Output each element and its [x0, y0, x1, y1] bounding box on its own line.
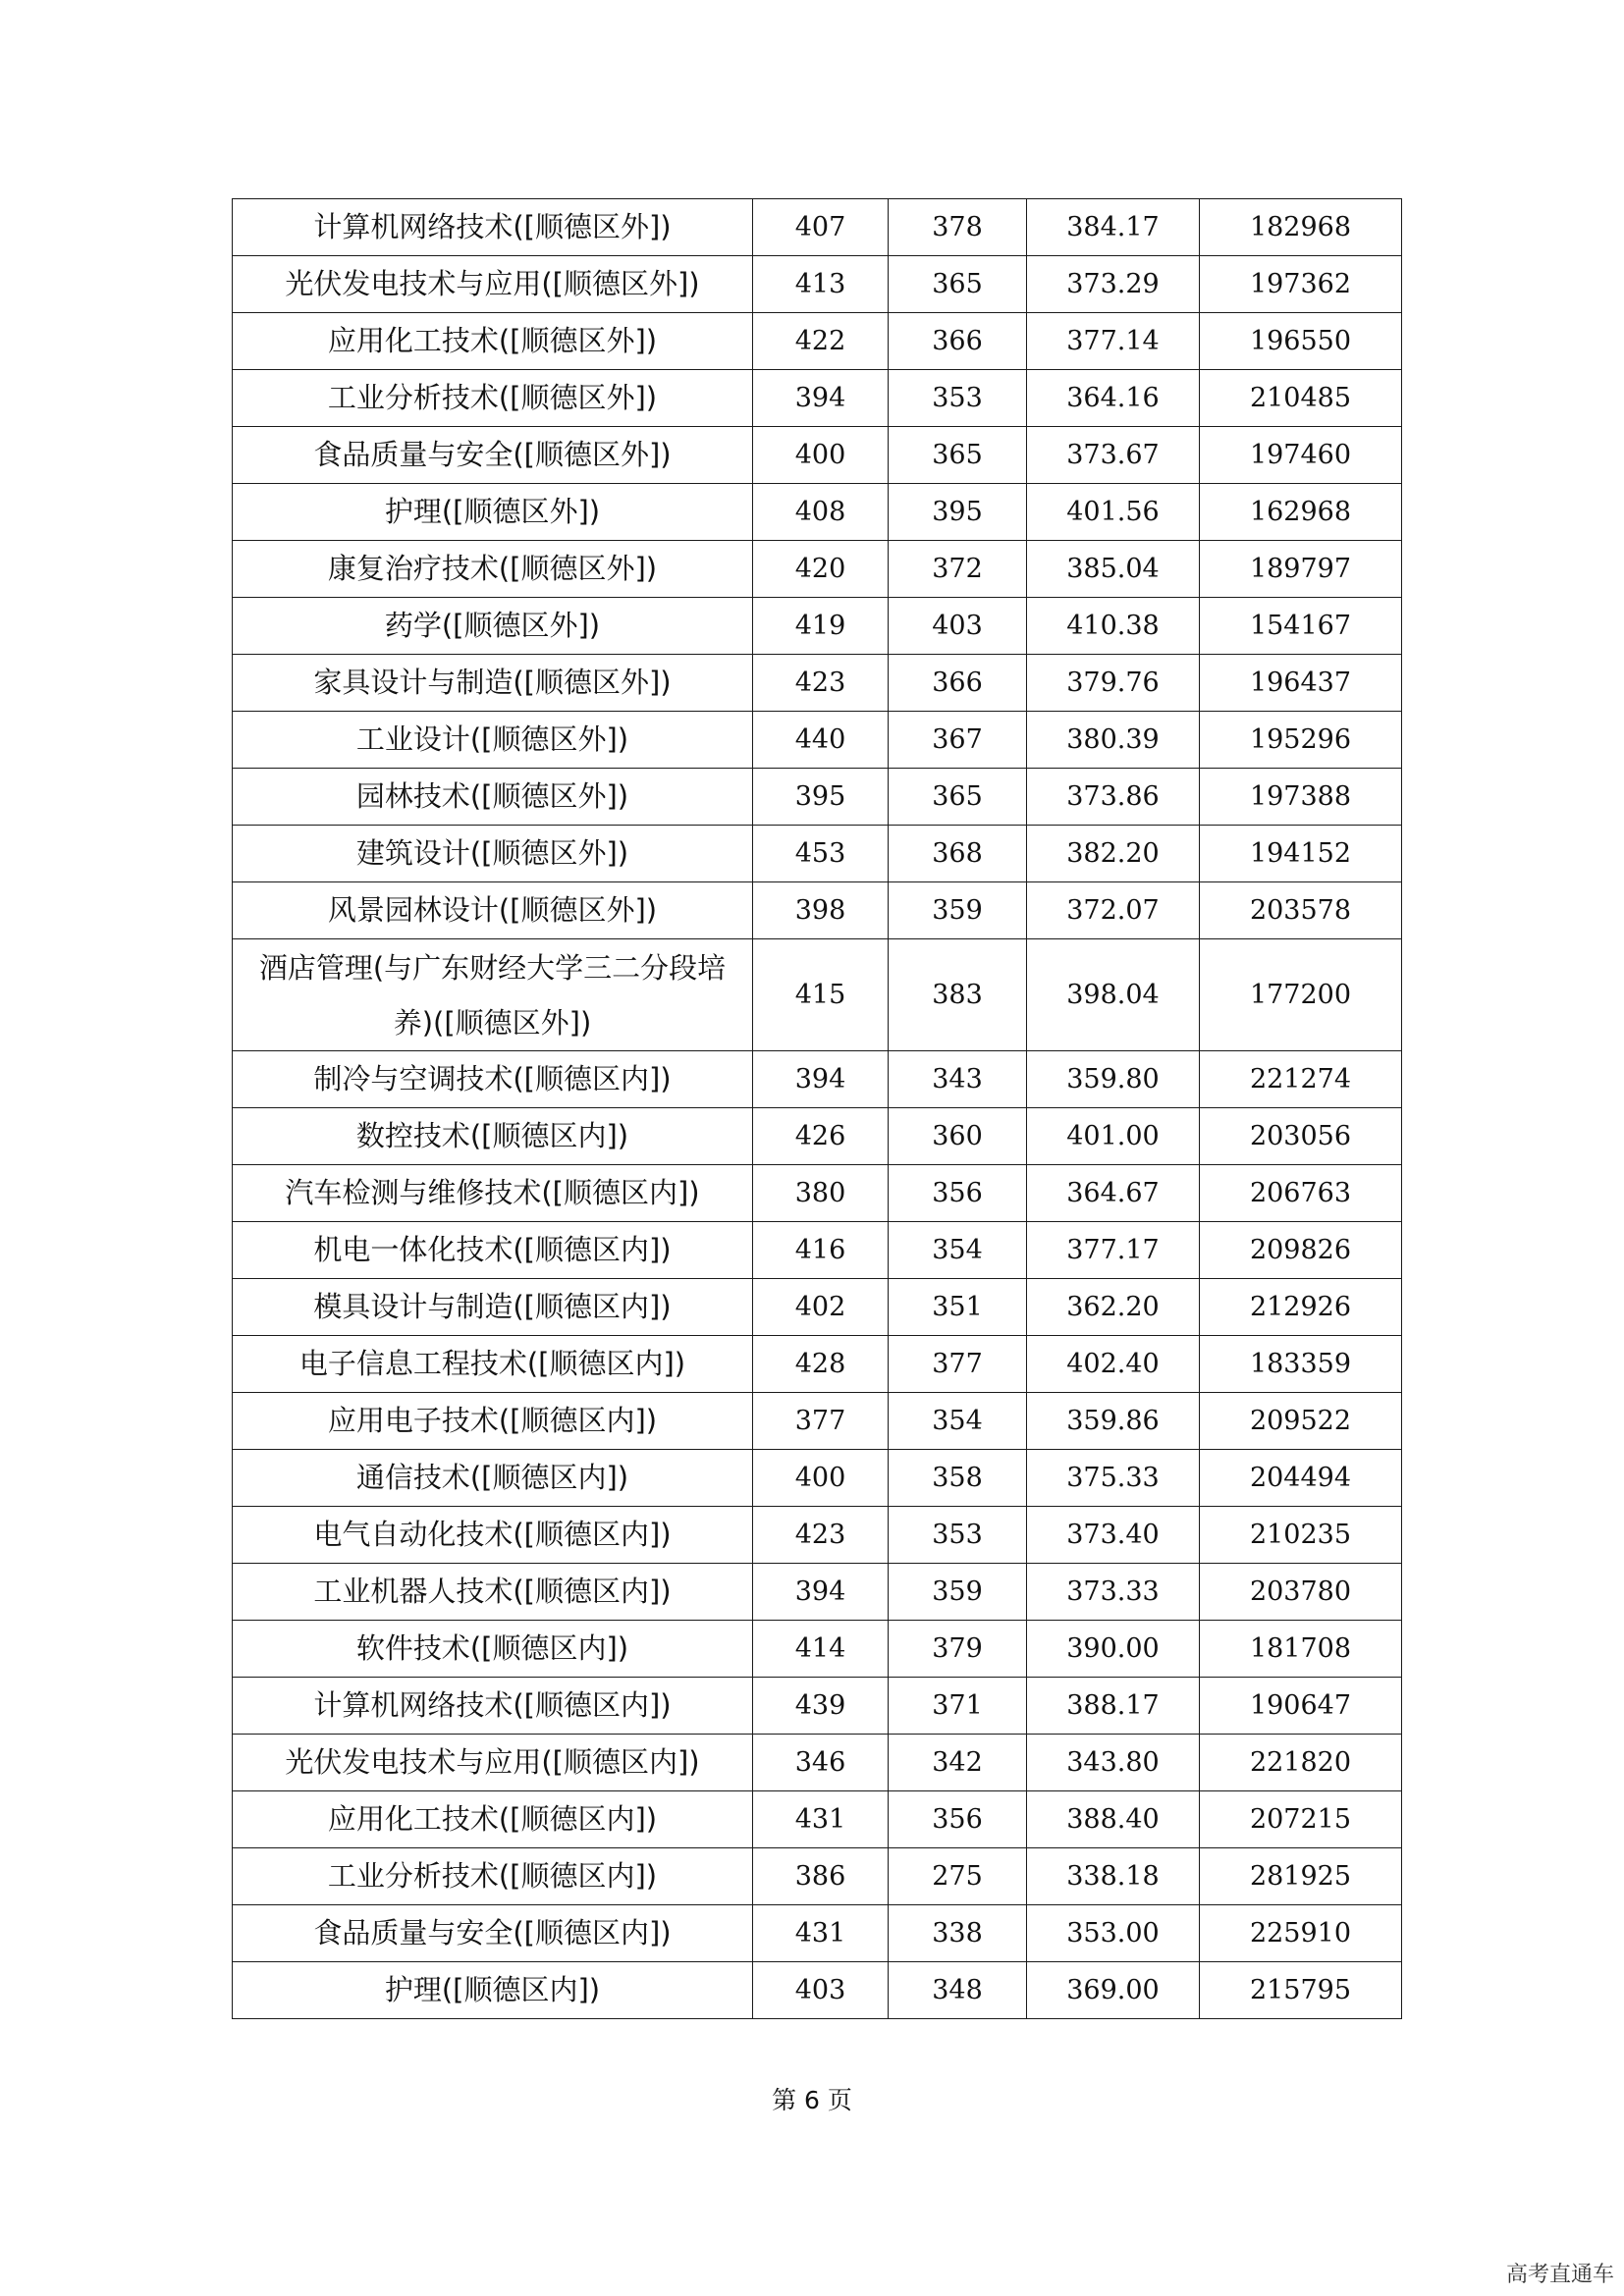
- major-cell: 汽车检测与维修技术([顺德区内]): [233, 1165, 753, 1222]
- min-score-cell: 379: [889, 1621, 1027, 1678]
- major-cell: 工业设计([顺德区外]): [233, 712, 753, 769]
- max-score-cell: 394: [753, 1564, 889, 1621]
- major-cell: 应用化工技术([顺德区内]): [233, 1791, 753, 1848]
- rank-cell: 221274: [1200, 1051, 1402, 1108]
- avg-score-cell: 359.86: [1027, 1393, 1200, 1450]
- major-cell: 护理([顺德区外]): [233, 484, 753, 541]
- table-row: [233, 313, 1402, 370]
- min-score-cell: 365: [889, 256, 1027, 313]
- table-row: [233, 199, 1402, 256]
- avg-score-cell: 384.17: [1027, 199, 1200, 256]
- major-cell: 电气自动化技术([顺德区内]): [233, 1507, 753, 1564]
- major-cell: 数控技术([顺德区内]): [233, 1108, 753, 1165]
- avg-score-cell: 364.16: [1027, 370, 1200, 427]
- major-cell: 风景园林设计([顺德区外]): [233, 882, 753, 939]
- min-score-cell: 383: [889, 939, 1027, 1051]
- max-score-cell: 423: [753, 1507, 889, 1564]
- page-number: 第 6 页: [772, 2086, 852, 2114]
- rank-cell: 225910: [1200, 1905, 1402, 1962]
- avg-score-cell: 379.76: [1027, 655, 1200, 712]
- table-row: [233, 939, 1402, 1051]
- avg-score-cell: 375.33: [1027, 1450, 1200, 1507]
- rank-cell: 196550: [1200, 313, 1402, 370]
- min-score-cell: 353: [889, 1507, 1027, 1564]
- avg-score-cell: 359.80: [1027, 1051, 1200, 1108]
- avg-score-cell: 401.00: [1027, 1108, 1200, 1165]
- rank-cell: 194152: [1200, 826, 1402, 882]
- min-score-cell: 359: [889, 882, 1027, 939]
- rank-cell: 206763: [1200, 1165, 1402, 1222]
- max-score-cell: 400: [753, 1450, 889, 1507]
- avg-score-cell: 373.86: [1027, 769, 1200, 826]
- major-cell: 软件技术([顺德区内]): [233, 1621, 753, 1678]
- max-score-cell: 439: [753, 1678, 889, 1735]
- table-row: [233, 1393, 1402, 1450]
- max-score-cell: 394: [753, 370, 889, 427]
- major-cell: 酒店管理(与广东财经大学三二分段培养)([顺德区外]): [233, 939, 753, 1051]
- max-score-cell: 419: [753, 598, 889, 655]
- table-row: [233, 1621, 1402, 1678]
- table-row: [233, 484, 1402, 541]
- avg-score-cell: 377.14: [1027, 313, 1200, 370]
- max-score-cell: 400: [753, 427, 889, 484]
- major-cell: 建筑设计([顺德区外]): [233, 826, 753, 882]
- avg-score-cell: 380.39: [1027, 712, 1200, 769]
- rank-cell: 221820: [1200, 1735, 1402, 1791]
- min-score-cell: 365: [889, 769, 1027, 826]
- avg-score-cell: 372.07: [1027, 882, 1200, 939]
- rank-cell: 203578: [1200, 882, 1402, 939]
- avg-score-cell: 398.04: [1027, 939, 1200, 1051]
- max-score-cell: 413: [753, 256, 889, 313]
- avg-score-cell: 369.00: [1027, 1962, 1200, 2019]
- rank-cell: 196437: [1200, 655, 1402, 712]
- table-row: [233, 1507, 1402, 1564]
- max-score-cell: 431: [753, 1791, 889, 1848]
- table-row: [233, 1564, 1402, 1621]
- max-score-cell: 395: [753, 769, 889, 826]
- major-cell: 食品质量与安全([顺德区内]): [233, 1905, 753, 1962]
- avg-score-cell: 390.00: [1027, 1621, 1200, 1678]
- min-score-cell: 338: [889, 1905, 1027, 1962]
- avg-score-cell: 373.40: [1027, 1507, 1200, 1564]
- major-cell: 电子信息工程技术([顺德区内]): [233, 1336, 753, 1393]
- table-row: [233, 1735, 1402, 1791]
- rank-cell: 197362: [1200, 256, 1402, 313]
- major-cell: 计算机网络技术([顺德区内]): [233, 1678, 753, 1735]
- major-cell: 工业机器人技术([顺德区内]): [233, 1564, 753, 1621]
- rank-cell: 210485: [1200, 370, 1402, 427]
- major-cell: 工业分析技术([顺德区内]): [233, 1848, 753, 1905]
- table-row: [233, 1165, 1402, 1222]
- avg-score-cell: 373.29: [1027, 256, 1200, 313]
- rank-cell: 183359: [1200, 1336, 1402, 1393]
- min-score-cell: 348: [889, 1962, 1027, 2019]
- table-row: [233, 370, 1402, 427]
- avg-score-cell: 388.17: [1027, 1678, 1200, 1735]
- rank-cell: 209522: [1200, 1393, 1402, 1450]
- min-score-cell: 356: [889, 1791, 1027, 1848]
- min-score-cell: 365: [889, 427, 1027, 484]
- min-score-cell: 395: [889, 484, 1027, 541]
- major-cell: 食品质量与安全([顺德区外]): [233, 427, 753, 484]
- min-score-cell: 354: [889, 1393, 1027, 1450]
- max-score-cell: 377: [753, 1393, 889, 1450]
- max-score-cell: 403: [753, 1962, 889, 2019]
- min-score-cell: 353: [889, 370, 1027, 427]
- avg-score-cell: 388.40: [1027, 1791, 1200, 1848]
- rank-cell: 207215: [1200, 1791, 1402, 1848]
- max-score-cell: 426: [753, 1108, 889, 1165]
- table-row: [233, 1336, 1402, 1393]
- table-row: [233, 1848, 1402, 1905]
- avg-score-cell: 353.00: [1027, 1905, 1200, 1962]
- rank-cell: 203780: [1200, 1564, 1402, 1621]
- rank-cell: 203056: [1200, 1108, 1402, 1165]
- min-score-cell: 366: [889, 313, 1027, 370]
- table-row: [233, 655, 1402, 712]
- avg-score-cell: 362.20: [1027, 1279, 1200, 1336]
- rank-cell: 215795: [1200, 1962, 1402, 2019]
- avg-score-cell: 373.67: [1027, 427, 1200, 484]
- max-score-cell: 416: [753, 1222, 889, 1279]
- rank-cell: 212926: [1200, 1279, 1402, 1336]
- min-score-cell: 351: [889, 1279, 1027, 1336]
- table-row: [233, 256, 1402, 313]
- watermark-text: 高考直通车: [1505, 2263, 1614, 2287]
- rank-cell: 181708: [1200, 1621, 1402, 1678]
- min-score-cell: 371: [889, 1678, 1027, 1735]
- max-score-cell: 394: [753, 1051, 889, 1108]
- table-row: [233, 769, 1402, 826]
- max-score-cell: 440: [753, 712, 889, 769]
- table-row: [233, 1678, 1402, 1735]
- min-score-cell: 377: [889, 1336, 1027, 1393]
- max-score-cell: 420: [753, 541, 889, 598]
- max-score-cell: 398: [753, 882, 889, 939]
- major-cell: 家具设计与制造([顺德区外]): [233, 655, 753, 712]
- min-score-cell: 358: [889, 1450, 1027, 1507]
- major-cell: 制冷与空调技术([顺德区内]): [233, 1051, 753, 1108]
- rank-cell: 177200: [1200, 939, 1402, 1051]
- max-score-cell: 346: [753, 1735, 889, 1791]
- major-cell: 模具设计与制造([顺德区内]): [233, 1279, 753, 1336]
- rank-cell: 197460: [1200, 427, 1402, 484]
- rank-cell: 209826: [1200, 1222, 1402, 1279]
- table-row: [233, 882, 1402, 939]
- max-score-cell: 407: [753, 199, 889, 256]
- max-score-cell: 415: [753, 939, 889, 1051]
- min-score-cell: 359: [889, 1564, 1027, 1621]
- avg-score-cell: 402.40: [1027, 1336, 1200, 1393]
- table-row: [233, 1450, 1402, 1507]
- min-score-cell: 356: [889, 1165, 1027, 1222]
- major-cell: 应用电子技术([顺德区内]): [233, 1393, 753, 1450]
- major-cell: 通信技术([顺德区内]): [233, 1450, 753, 1507]
- rank-cell: 210235: [1200, 1507, 1402, 1564]
- min-score-cell: 343: [889, 1051, 1027, 1108]
- avg-score-cell: 338.18: [1027, 1848, 1200, 1905]
- min-score-cell: 367: [889, 712, 1027, 769]
- rank-cell: 190647: [1200, 1678, 1402, 1735]
- avg-score-cell: 364.67: [1027, 1165, 1200, 1222]
- max-score-cell: 431: [753, 1905, 889, 1962]
- rank-cell: 195296: [1200, 712, 1402, 769]
- admission-score-table: [232, 198, 1402, 2019]
- major-cell: 康复治疗技术([顺德区外]): [233, 541, 753, 598]
- avg-score-cell: 410.38: [1027, 598, 1200, 655]
- min-score-cell: 354: [889, 1222, 1027, 1279]
- table-row: [233, 427, 1402, 484]
- min-score-cell: 368: [889, 826, 1027, 882]
- table-row: [233, 1051, 1402, 1108]
- table-row: [233, 826, 1402, 882]
- min-score-cell: 366: [889, 655, 1027, 712]
- table-row: [233, 541, 1402, 598]
- major-cell: 园林技术([顺德区外]): [233, 769, 753, 826]
- min-score-cell: 275: [889, 1848, 1027, 1905]
- max-score-cell: 408: [753, 484, 889, 541]
- rank-cell: 281925: [1200, 1848, 1402, 1905]
- max-score-cell: 402: [753, 1279, 889, 1336]
- max-score-cell: 428: [753, 1336, 889, 1393]
- min-score-cell: 372: [889, 541, 1027, 598]
- rank-cell: 154167: [1200, 598, 1402, 655]
- max-score-cell: 380: [753, 1165, 889, 1222]
- max-score-cell: 386: [753, 1848, 889, 1905]
- table-row: [233, 712, 1402, 769]
- avg-score-cell: 401.56: [1027, 484, 1200, 541]
- major-cell: 药学([顺德区外]): [233, 598, 753, 655]
- rank-cell: 197388: [1200, 769, 1402, 826]
- avg-score-cell: 343.80: [1027, 1735, 1200, 1791]
- table-row: [233, 1279, 1402, 1336]
- avg-score-cell: 377.17: [1027, 1222, 1200, 1279]
- max-score-cell: 423: [753, 655, 889, 712]
- table-row: [233, 1108, 1402, 1165]
- table-row: [233, 1222, 1402, 1279]
- rank-cell: 204494: [1200, 1450, 1402, 1507]
- table-row: [233, 1905, 1402, 1962]
- rank-cell: 189797: [1200, 541, 1402, 598]
- table-body: [233, 199, 1402, 2019]
- major-cell: 护理([顺德区内]): [233, 1962, 753, 2019]
- max-score-cell: 414: [753, 1621, 889, 1678]
- major-cell: 工业分析技术([顺德区外]): [233, 370, 753, 427]
- rank-cell: 182968: [1200, 199, 1402, 256]
- min-score-cell: 342: [889, 1735, 1027, 1791]
- table-row: [233, 1962, 1402, 2019]
- major-cell: 计算机网络技术([顺德区外]): [233, 199, 753, 256]
- major-cell: 应用化工技术([顺德区外]): [233, 313, 753, 370]
- min-score-cell: 360: [889, 1108, 1027, 1165]
- table-row: [233, 598, 1402, 655]
- min-score-cell: 378: [889, 199, 1027, 256]
- major-cell: 光伏发电技术与应用([顺德区内]): [233, 1735, 753, 1791]
- rank-cell: 162968: [1200, 484, 1402, 541]
- table-row: [233, 1791, 1402, 1848]
- avg-score-cell: 385.04: [1027, 541, 1200, 598]
- min-score-cell: 403: [889, 598, 1027, 655]
- avg-score-cell: 382.20: [1027, 826, 1200, 882]
- major-cell: 机电一体化技术([顺德区内]): [233, 1222, 753, 1279]
- avg-score-cell: 373.33: [1027, 1564, 1200, 1621]
- max-score-cell: 422: [753, 313, 889, 370]
- major-cell: 光伏发电技术与应用([顺德区外]): [233, 256, 753, 313]
- max-score-cell: 453: [753, 826, 889, 882]
